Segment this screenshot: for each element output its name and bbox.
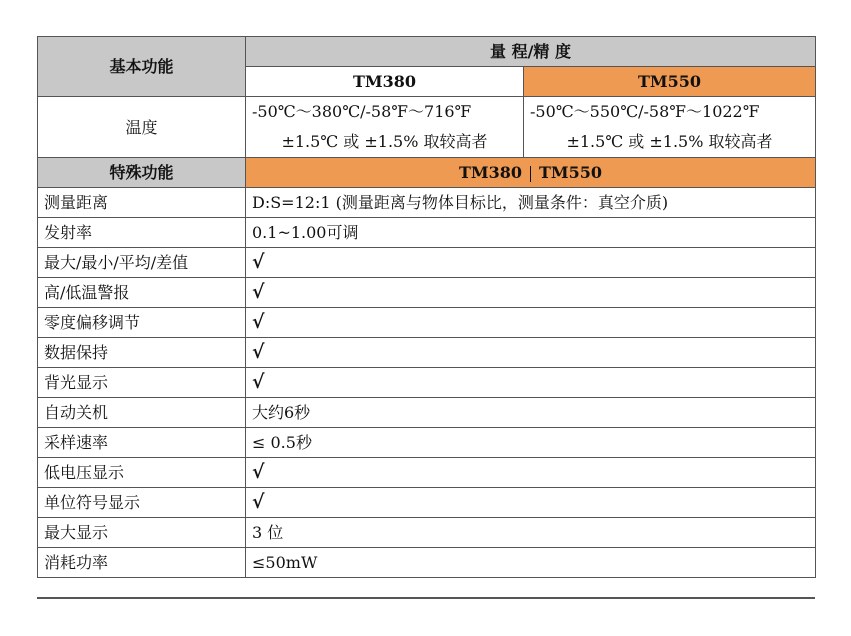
table-bottom-border bbox=[37, 597, 815, 599]
feature-check-mark: √ bbox=[246, 458, 816, 488]
feature-name: 最大/最小/平均/差值 bbox=[38, 248, 246, 278]
feature-name: 低电压显示 bbox=[38, 458, 246, 488]
feature-check-mark: √ bbox=[246, 278, 816, 308]
feature-check-mark: √ bbox=[246, 338, 816, 368]
feature-row bbox=[38, 518, 816, 548]
feature-value: D:S=12:1 (测量距离与物体目标比，测量条件：真空介质) bbox=[246, 188, 816, 218]
feature-value: ≤ 0.5秒 bbox=[246, 428, 816, 458]
feature-check-mark: √ bbox=[246, 368, 816, 398]
feature-name: 消耗功率 bbox=[38, 548, 246, 578]
feature-row bbox=[38, 278, 816, 308]
feature-value: ≤50mW bbox=[246, 548, 816, 578]
feature-name: 自动关机 bbox=[38, 398, 246, 428]
feature-rows bbox=[38, 188, 816, 578]
range-precision-header: 量 程/精 度 bbox=[246, 37, 816, 67]
tm380-temperature-accuracy: ±1.5℃ 或 ±1.5% 取较高者 bbox=[246, 127, 524, 158]
special-model-tm380: TM380 bbox=[458, 163, 522, 182]
feature-row bbox=[38, 188, 816, 218]
feature-value: 大约6秒 bbox=[246, 398, 816, 428]
feature-check-mark: √ bbox=[246, 248, 816, 278]
special-model-tm550: TM550 bbox=[539, 163, 603, 182]
feature-row bbox=[38, 428, 816, 458]
feature-row bbox=[38, 458, 816, 488]
temperature-label: 温度 bbox=[38, 97, 246, 158]
feature-name: 零度偏移调节 bbox=[38, 308, 246, 338]
feature-row bbox=[38, 308, 816, 338]
feature-row bbox=[38, 338, 816, 368]
model-separator bbox=[530, 166, 531, 182]
feature-value: 0.1~1.00可调 bbox=[246, 218, 816, 248]
feature-name: 最大显示 bbox=[38, 518, 246, 548]
feature-row bbox=[38, 398, 816, 428]
tm380-temperature-range: -50℃～380℃/-58℉～716℉ bbox=[246, 97, 524, 128]
feature-name: 高/低温警报 bbox=[38, 278, 246, 308]
feature-row bbox=[38, 368, 816, 398]
feature-name: 数据保持 bbox=[38, 338, 246, 368]
feature-row bbox=[38, 248, 816, 278]
feature-name: 背光显示 bbox=[38, 368, 246, 398]
feature-name: 单位符号显示 bbox=[38, 488, 246, 518]
feature-row bbox=[38, 488, 816, 518]
feature-name: 采样速率 bbox=[38, 428, 246, 458]
tm550-temperature-range: -50℃～550℃/-58℉～1022℉ bbox=[524, 97, 816, 128]
special-function-header: 特殊功能 bbox=[38, 158, 246, 188]
feature-value: 3 位 bbox=[246, 518, 816, 548]
feature-name: 测量距离 bbox=[38, 188, 246, 218]
feature-row bbox=[38, 218, 816, 248]
basic-function-header: 基本功能 bbox=[38, 37, 246, 97]
feature-row bbox=[38, 548, 816, 578]
feature-check-mark: √ bbox=[246, 308, 816, 338]
model-tm380-header: TM380 bbox=[246, 67, 524, 97]
tm550-temperature-accuracy: ±1.5℃ 或 ±1.5% 取较高者 bbox=[524, 127, 816, 158]
special-models-header bbox=[246, 158, 816, 188]
spec-table bbox=[37, 36, 816, 578]
feature-name: 发射率 bbox=[38, 218, 246, 248]
feature-check-mark: √ bbox=[246, 488, 816, 518]
model-tm550-header: TM550 bbox=[524, 67, 816, 97]
